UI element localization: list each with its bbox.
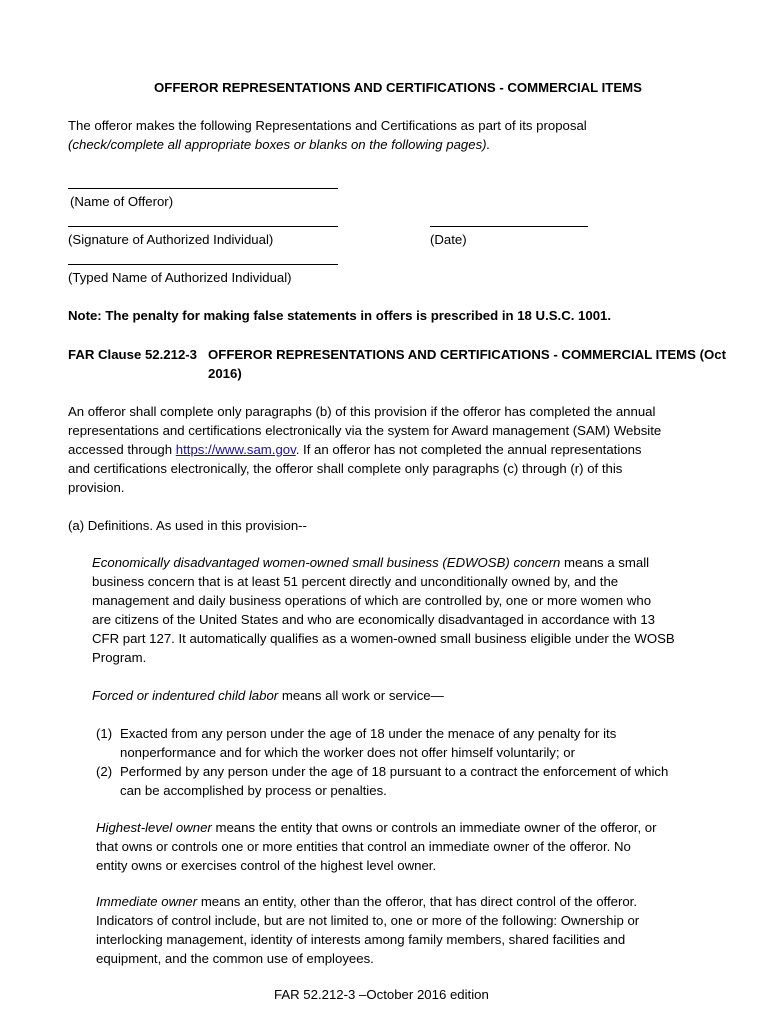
typed-name-label: (Typed Name of Authorized Individual) [68,270,292,285]
edwosb-line-1-rest: means a small [560,555,650,570]
immediate-owner-line-4: equipment, and the common use of employees. [96,951,374,966]
forced-labor-line [92,686,444,705]
offeror-name-label: (Name of Offeror) [70,194,174,209]
penalty-note: Note: The penalty for making false statements in offers is prescribed in 18 U.S.C. 1001. [68,308,612,323]
forced-labor-term: Forced or indentured child labor [92,688,279,703]
edwosb-term: Economically disadvantaged women-owned small business (EDWOSB) concern [92,555,561,570]
provision-line-3-pre: accessed through [68,442,176,457]
edwosb-line-3: management and daily business operations of which are controlled by, one or more women who [92,593,652,608]
edwosb-line-5: CFR part 127. It automatically qualifies as a women-owned small business eligible under the WOSB [92,631,675,646]
provision-line-2: representations and certifications electronically via the system for Award management (SAM) Website [68,423,662,438]
edwosb-line-2: business concern that is at least 51 percent directly and unconditionally owned by, and the [92,574,619,589]
date-label: (Date) [430,232,467,247]
clause-number: FAR Clause 52.212-3 [68,347,198,362]
immediate-owner-line-1-rest: means an entity, other than the offeror, that has direct control of the offeror. [197,894,638,909]
date-line[interactable] [430,226,588,227]
forced-item-1-line-2: nonperformance and for which the worker does not offer himself voluntarily; or [120,745,575,760]
forced-item-2-number: (2) [96,764,113,779]
forced-labor-rest: means all work or service— [278,688,444,703]
forced-item-1-line-1: Exacted from any person under the age of 18 under the menace of any penalty for its [120,726,617,741]
definitions-heading: (a) Definitions. As used in this provision-- [68,518,307,533]
page-title: OFFEROR REPRESENTATIONS AND CERTIFICATIONS - COMMERCIAL ITEMS [154,80,642,95]
provision-line-3-post: . If an offeror has not completed the annual representations [295,442,642,457]
offeror-name-line[interactable] [68,188,338,189]
provision-line-1: An offeror shall complete only paragraphs (b) of this provision if the offeror has completed the annual [68,404,656,419]
highest-owner-line-3: entity owns or exercises control of the highest level owner. [96,858,437,873]
sam-gov-link[interactable]: https://www.sam.gov [175,442,296,457]
provision-line-5: provision. [68,480,125,495]
clause-title-line-2: 2016) [208,366,242,381]
provision-line-4: and certifications electronically, the offeror shall complete only paragraphs (c) through (r) of this [68,461,623,476]
page-footer: FAR 52.212-3 –October 2016 edition [274,987,489,1002]
forced-item-2-line-2: can be accomplished by process or penalties. [120,783,387,798]
immediate-owner-line-2: Indicators of control include, but are not limited to, one or more of the following: Ownership or [96,913,640,928]
highest-owner-line-1-rest: means the entity that owns or controls an immediate owner of the offeror, or [211,820,657,835]
edwosb-line-4: are citizens of the United States and who are economically disadvantaged in accordance with 13 [92,612,655,627]
typed-name-line[interactable] [68,264,338,265]
edwosb-line-6: Program. [92,650,147,665]
immediate-owner-line-3: interlocking management, identity of interests among family members, shared facilities and [96,932,626,947]
edwosb-line-1 [92,553,649,572]
immediate-owner-line-1 [96,892,637,911]
highest-owner-term: Highest-level owner [96,820,212,835]
intro-line-2: (check/complete all appropriate boxes or blanks on the following pages). [68,137,491,152]
signature-label: (Signature of Authorized Individual) [68,232,274,247]
signature-line[interactable] [68,226,338,227]
forced-item-2-line-1: Performed by any person under the age of 18 pursuant to a contract the enforcement of which [120,764,669,779]
clause-title-line-1: OFFEROR REPRESENTATIONS AND CERTIFICATIONS - COMMERCIAL ITEMS (Oct [208,347,726,362]
provision-line-3 [68,440,642,459]
immediate-owner-term: Immediate owner [96,894,198,909]
intro-line-1: The offeror makes the following Representations and Certifications as part of its proposal [68,118,587,133]
forced-item-1-number: (1) [96,726,113,741]
highest-owner-line-1 [96,818,657,837]
highest-owner-line-2: that owns or controls one or more entities that control an immediate owner of the offeror. No [96,839,631,854]
